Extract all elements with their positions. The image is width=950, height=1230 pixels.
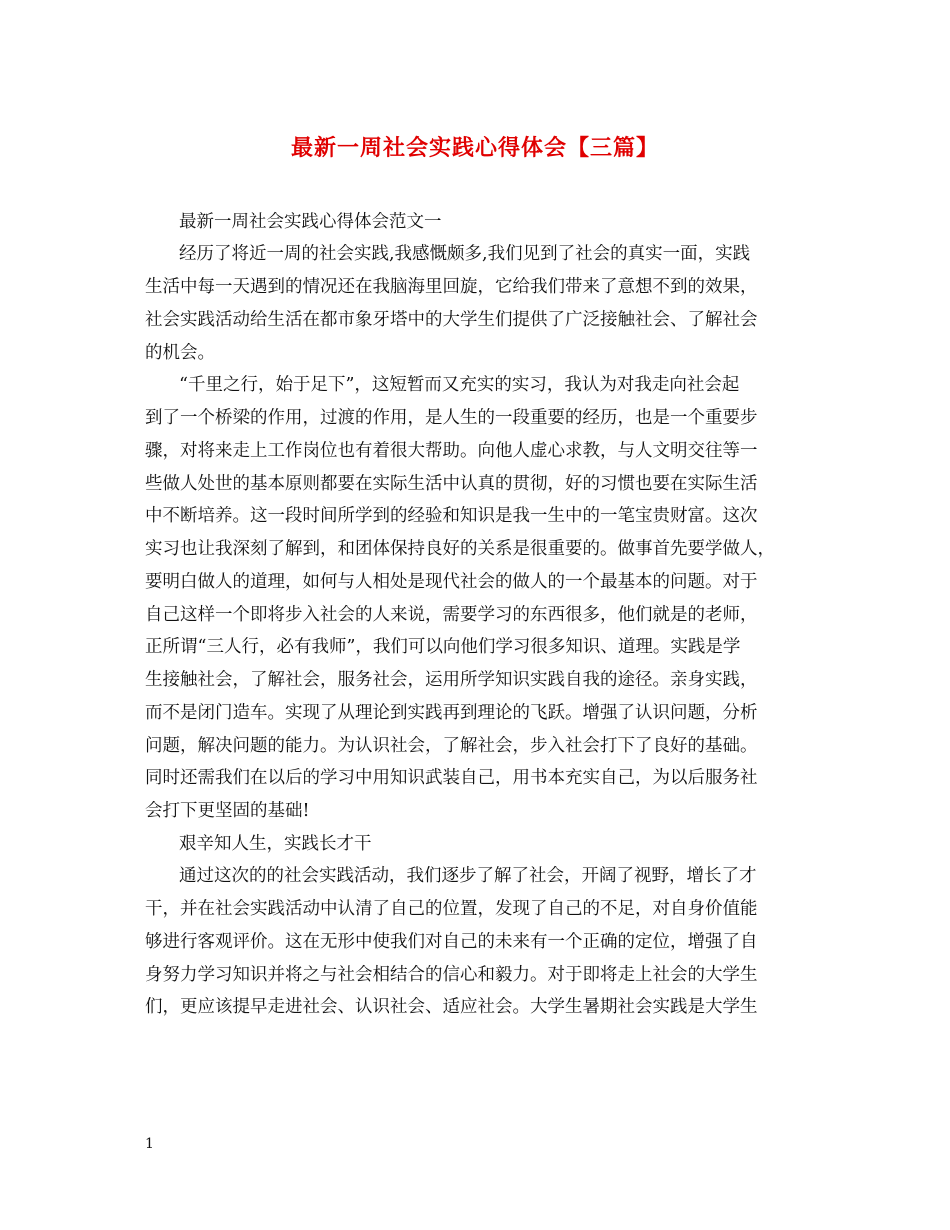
paragraph-line: 而不是闭门造车。实现了从理论到实践再到理论的飞跃。增强了认识问题，分析 xyxy=(145,703,758,723)
paragraph-line: 自己这样一个即将步入社会的人来说，需要学习的东西很多，他们就是的老师， xyxy=(145,605,758,625)
paragraph-line: 社会实践活动给生活在都市象牙塔中的大学生们提供了广泛接触社会、了解社会 xyxy=(145,310,758,330)
paragraph-line: “千里之行，始于足下”，这短暂而又充实的实习，我认为对我走向社会起 xyxy=(179,375,740,395)
paragraph-line: 够进行客观评价。这在无形中使我们对自己的未来有一个正确的定位，增强了自 xyxy=(145,932,758,952)
paragraph-line: 骤，对将来走上工作岗位也有着很大帮助。向他人虚心求教，与人文明交往等一 xyxy=(145,441,758,461)
paragraph-line: 干，并在社会实践活动中认清了自己的位置，发现了自己的不足，对自身价值能 xyxy=(145,899,758,919)
paragraph-line: 经历了将近一周的社会实践,我感慨颇多,我们见到了社会的真实一面，实践 xyxy=(179,244,751,264)
paragraph-line: 些做人处世的基本原则都要在实际生活中认真的贯彻，好的习惯也要在实际生活 xyxy=(145,474,758,494)
paragraph-line: 会打下更坚固的基础! xyxy=(145,801,310,821)
paragraph-line: 艰辛知人生，实践长才干 xyxy=(179,834,372,854)
paragraph-line: 同时还需我们在以后的学习中用知识武装自己，用书本充实自己，为以后服务社 xyxy=(145,768,758,788)
paragraph-line: 的机会。 xyxy=(145,343,215,363)
paragraph-line: 到了一个桥梁的作用，过渡的作用，是人生的一段重要的经历，也是一个重要步 xyxy=(145,408,758,428)
paragraph-line: 最新一周社会实践心得体会范文一 xyxy=(179,212,442,232)
page-number: 1 xyxy=(145,1136,154,1152)
paragraph-line: 身努力学习知识并将之与社会相结合的信心和毅力。对于即将走上社会的大学生 xyxy=(145,965,758,985)
paragraph-line: 问题，解决问题的能力。为认识社会，了解社会，步入社会打下了良好的基础。 xyxy=(145,736,758,756)
paragraph-line: 实习也让我深刻了解到，和团体保持良好的关系是很重要的。做事首先要学做人， xyxy=(145,539,775,559)
paragraph-line: 生接触社会，了解社会，服务社会，运用所学知识实践自我的途径。亲身实践， xyxy=(145,670,758,690)
paragraph-line: 生活中每一天遇到的情况还在我脑海里回旋，它给我们带来了意想不到的效果， xyxy=(145,277,758,297)
paragraph-line: 要明白做人的道理，如何与人相处是现代社会的做人的一个最基本的问题。对于 xyxy=(145,572,758,592)
document-title: 最新一周社会实践心得体会【三篇】 xyxy=(290,135,659,161)
paragraph-line: 通过这次的的社会实践活动，我们逐步了解了社会，开阔了视野，增长了才 xyxy=(179,866,757,886)
paragraph-line: 中不断培养。这一段时间所学到的经验和知识是我一生中的一笔宝贵财富。这次 xyxy=(145,506,758,526)
paragraph-line: 正所谓“三人行，必有我师”，我们可以向他们学习很多知识、道理。实践是学 xyxy=(145,637,741,657)
paragraph-line: 们，更应该提早走进社会、认识社会、适应社会。大学生暑期社会实践是大学生 xyxy=(145,997,758,1017)
